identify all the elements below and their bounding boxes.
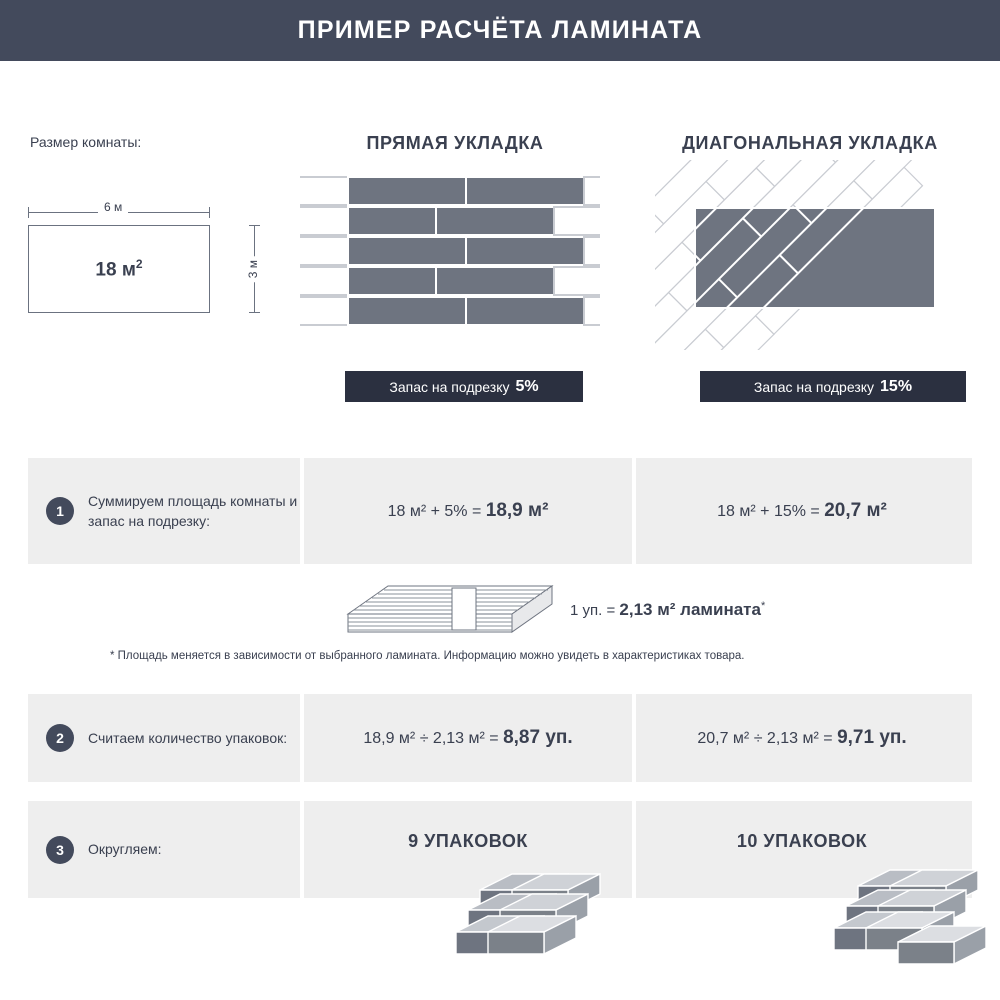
room-height-label: 3 м	[246, 256, 260, 282]
straight-layout-title: ПРЯМАЯ УКЛАДКА	[366, 133, 544, 153]
straight-plank-svg	[300, 175, 600, 335]
step-3-straight-result: 9 УПАКОВОК	[408, 831, 528, 851]
step-3-number: 3	[46, 836, 74, 864]
diagonal-plank-svg	[655, 160, 975, 350]
step-2-diagonal-formula: 20,7 м² ÷ 2,13 м² = 9,71 уп.	[697, 727, 907, 748]
step-2-label-cell	[28, 694, 304, 782]
header-bar	[0, 0, 1000, 61]
room-width-label: 6 м	[98, 200, 128, 214]
room-rectangle	[28, 225, 210, 313]
diagonal-layout-diagram	[655, 160, 975, 355]
step-row-2	[28, 694, 972, 782]
step-1-number: 1	[46, 497, 74, 525]
straight-reserve-label: Запас на подрезку	[389, 378, 510, 395]
diagonal-packs-stack-icon	[828, 868, 1000, 973]
step-2-straight-cell	[304, 694, 636, 782]
step-1-straight-cell	[304, 458, 636, 564]
straight-reserve-badge	[345, 371, 583, 402]
pack-info	[340, 572, 800, 646]
room-size-label: Размер комнаты:	[30, 134, 142, 150]
step-3-diagonal-result: 10 УПАКОВОК	[736, 831, 868, 851]
step-2-text: Считаем количество упаковок:	[88, 729, 288, 746]
laminate-pack-icon	[340, 572, 560, 646]
step-1-diagonal-formula: 18 м² + 15% = 20,7 м²	[717, 500, 887, 521]
step-3-text: Округляем:	[88, 841, 162, 858]
straight-reserve-value: 5%	[515, 377, 539, 395]
page-title: ПРИМЕР РАСЧЁТА ЛАМИНАТА	[297, 16, 703, 44]
diagonal-reserve-badge	[700, 371, 966, 402]
room-diagram	[28, 200, 268, 335]
room-area-value: 18 $м^2$	[95, 256, 143, 281]
step-2-number: 2	[46, 724, 74, 752]
step-1-label-cell	[28, 458, 304, 564]
step-2-straight-formula: 18,9 м² ÷ 2,13 м² = 8,87 уп.	[363, 727, 573, 748]
pack-area-text: 1 уп. = 2,13 м² ламината*	[570, 600, 766, 619]
step-2-diagonal-cell	[636, 694, 968, 782]
step-1-straight-formula: 18 м² + 5% = 18,9 м²	[387, 500, 549, 521]
step-3-label-cell	[28, 801, 304, 898]
step-row-1	[28, 458, 972, 564]
step-1-text: Суммируем площадь комнаты и запас на подрезку:	[88, 492, 298, 529]
diagonal-layout-title: ДИАГОНАЛЬНАЯ УКЛАДКА	[682, 133, 938, 153]
footnote-text: * Площадь меняется в зависимости от выбранного ламината. Информацию можно увидеть в характеристиках товара.	[110, 650, 745, 662]
diagonal-reserve-label: Запас на подрезку	[753, 378, 875, 395]
straight-layout-diagram	[300, 175, 600, 340]
step-1-diagonal-cell	[636, 458, 968, 564]
straight-packs-stack-icon	[450, 868, 630, 973]
diagonal-reserve-value: 15%	[880, 377, 913, 395]
